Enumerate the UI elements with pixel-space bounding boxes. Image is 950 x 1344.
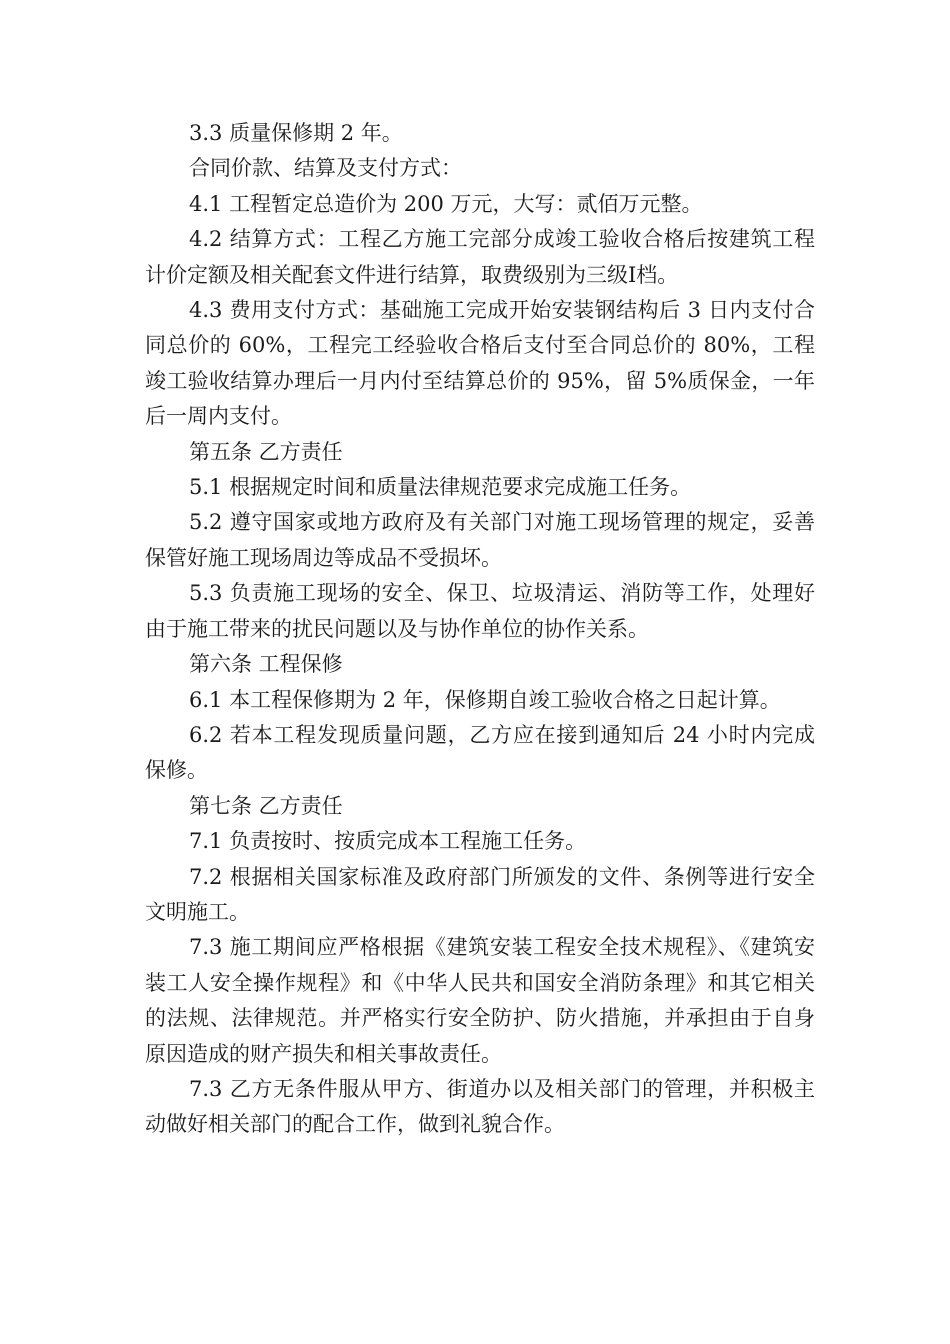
paragraph-5-2: 5.2 遵守国家或地方政府及有关部门对施工现场管理的规定，妥善保管好施工现场周边等成品不受损坏。 xyxy=(145,510,815,570)
paragraph-7-3-compliance: 7.3 乙方无条件服从甲方、街道办以及相关部门的管理，并积极主动做好相关部门的配合工作，做到礼貌合作。 xyxy=(145,1076,815,1137)
paragraph-6-1: 6.1 本工程保修期为 2 年，保修期自竣工验收合格之日起计算。 xyxy=(189,687,781,712)
paragraph-5-3: 5.3 负责施工现场的安全、保卫、垃圾清运、消防等工作，处理好由于施工带来的扰民问题以及与协作单位的协作关系。 xyxy=(145,581,815,641)
paragraph-4-3: 4.3 费用支付方式：基础施工完成开始安装钢结构后 3 日内支付合同总价的 60%，工程完工经验收合格后支付至合同总价的 80%，工程竣工验收结算办理后一月内付至结算总价的 95%，留 5%质保金，一年后一周内支付。 xyxy=(145,298,815,429)
paragraph-7-3-safety: 7.3 施工期间应严格根据《建筑安装工程安全技术规程》、《建筑安装工人安全操作规程》和《中华人民共和国安全消防条理》和其它相关的法规、法律规范。并严格实行安全防护、防火措施，并承担由于自身原因造成的财产损失和相关事故责任。 xyxy=(145,935,815,1066)
document-body xyxy=(145,116,815,1143)
section-heading-7: 第七条 乙方责任 xyxy=(189,793,343,818)
paragraph-5-1: 5.1 根据规定时间和质量法律规范要求完成施工任务。 xyxy=(189,475,692,500)
paragraph-6-2: 6.2 若本工程发现质量问题，乙方应在接到通知后 24 小时内完成保修。 xyxy=(145,722,815,783)
section-heading-5: 第五条 乙方责任 xyxy=(189,439,343,464)
paragraph-3-3: 3.3 质量保修期 2 年。 xyxy=(189,121,403,145)
section-heading-6: 第六条 工程保修 xyxy=(189,652,343,677)
paragraph-payment-heading: 合同价款、结算及支付方式： xyxy=(189,156,462,181)
paragraph-7-2: 7.2 根据相关国家标准及政府部门所颁发的文件、条例等进行安全文明施工。 xyxy=(145,864,815,924)
paragraph-4-1: 4.1 工程暂定总造价为 200 万元，大写：贰佰万元整。 xyxy=(189,191,703,216)
paragraph-4-2: 4.2 结算方式：工程乙方施工完部分成竣工验收合格后按建筑工程计价定额及相关配套文件进行结算，取费级别为三级Ⅰ档。 xyxy=(145,227,815,287)
paragraph-7-1: 7.1 负责按时、按质完成本工程施工任务。 xyxy=(189,829,587,854)
